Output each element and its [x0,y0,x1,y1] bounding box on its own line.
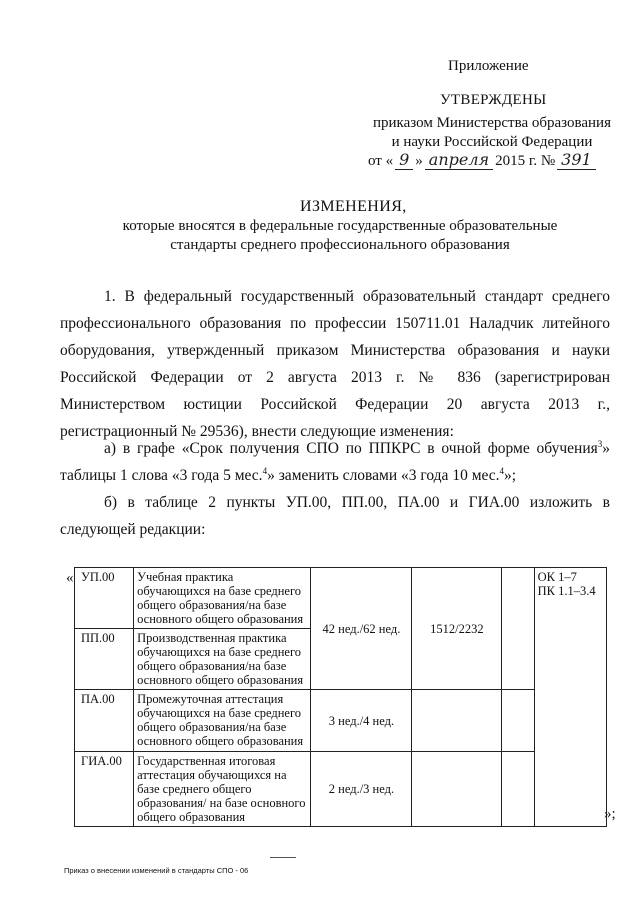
footnote-ref: 4 [499,465,505,476]
approved-label: УТВЕРЖДЕНЫ [440,92,547,108]
table-quote-close: »; [604,806,616,822]
document-title: ИЗМЕНЕНИЯ, [300,198,407,215]
subtitle-line-1: которые вносятся в федеральные государственные образовательные [122,218,558,234]
row-code: УП.00 [75,568,134,629]
order-line-2: и науки Российской Федерации [391,134,593,150]
table-row [75,568,607,629]
item-a-part4: »; [504,467,517,484]
order-line-1: приказом Министерства образования [373,115,611,131]
date-month: апреля [425,150,493,170]
weeks-cell: 42 нед./62 нед. [311,568,412,690]
footnote-ref: 4 [262,465,268,476]
empty-cell [502,690,534,752]
order-number: 391 [557,150,596,170]
weeks-cell: 3 нед./4 нед. [311,690,412,752]
item-a-part2: » таблицы 1 слова «3 года 5 мес. [60,440,610,484]
empty-cell [502,568,534,690]
date-year: 2015 г. № [495,153,556,169]
row-name: Производственная практика обучающихся на базе среднего общего образования/на базе основного общего образования [134,629,311,690]
competencies-pk: ПК 1.1–3.4 [537,584,596,598]
item-b: б) в таблице 2 пункты УП.00, ПП.00, ПА.00 и ГИА.00 изложить в следующей редакции: [60,494,610,538]
appendix-label: Приложение [448,58,529,74]
competencies-cell [534,568,606,827]
hours-cell: 1512/2232 [412,568,502,690]
hours-cell [412,752,502,827]
row-code: ПА.00 [75,690,134,752]
row-code: ГИА.00 [75,752,134,827]
document-subtitle [60,217,620,255]
paragraph-1: 1. В федеральный государственный образовательный стандарт среднего профессионального образования по профессии 150711.01 Наладчик литейного оборудования, утвержденный приказом Министерства образования и науки Российской Федерации от 2 августа 2013 г. № 836 (зарегистрирован Министерством юстиции Российской Федерации 20 августа 2013 г., регистрационный № 29536), внести следующие изменения: [60,288,610,440]
date-prefix: от « [368,153,394,169]
row-name: Промежуточная аттестация обучающихся на базе среднего общего образования/на базе основного общего образования [134,690,311,752]
date-day: 9 [395,150,413,170]
subtitle-line-2: стандарты среднего профессионального образования [170,237,510,253]
order-date [368,150,596,170]
curriculum-table [74,567,607,827]
date-mid: » [415,153,423,169]
item-a-part3: » заменить словами «3 года 10 мес. [267,467,500,484]
competencies-ok: ОК 1–7 [537,570,577,584]
row-code: ПП.00 [75,629,134,690]
table-quote-open: « [66,570,74,586]
table-row [75,752,607,827]
weeks-cell: 2 нед./3 нед. [311,752,412,827]
footer-divider [270,857,296,858]
row-name: Государственная итоговая аттестация обучающихся на базе среднего общего образования/ на базе основного общего образования [134,752,311,827]
order-reference [372,114,612,152]
item-a-part1: а) в графе «Срок получения СПО по ППКРС в очной форме обучения [104,440,598,457]
table-row [75,690,607,752]
row-name: Учебная практика обучающихся на базе среднего общего образования/на базе основного общего образования [134,568,311,629]
empty-cell [502,752,534,827]
footer-note: Приказ о внесении изменений в стандарты СПО - 06 [64,866,249,875]
item-a [60,435,610,489]
footnote-ref: 3 [597,438,603,449]
hours-cell [412,690,502,752]
